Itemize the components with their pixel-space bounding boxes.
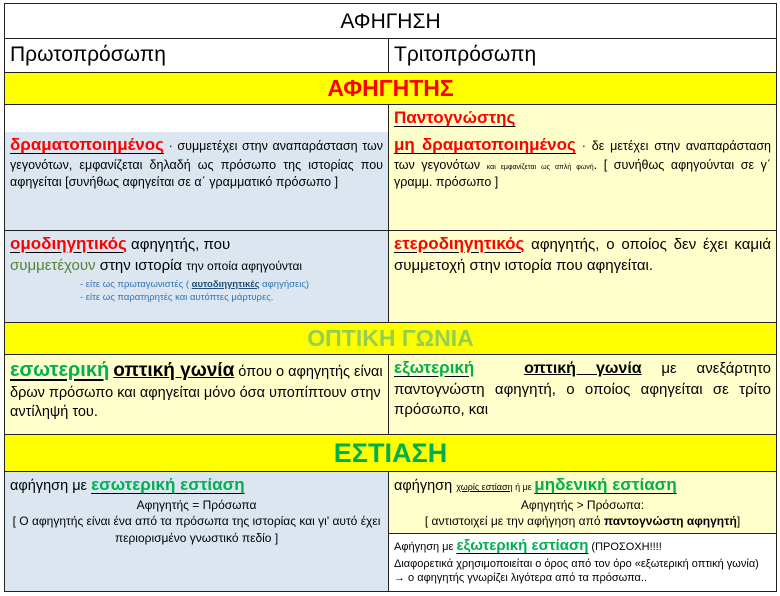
internal-focus-title: αφήγηση με εσωτερική εστίαση	[10, 475, 245, 495]
non-dramatized-cell: μη δραματοποιημένος · δε μετέχει στην αναπαράσταση των γεγονότων και εμφανίζεται ως απλή φωνή. [ συνήθως αφηγούνται σε γ΄ γραμμ. πρόσωπο ]	[389, 132, 777, 230]
empty-cell	[5, 105, 389, 132]
omniscient-heading-cell: Παντογνώστης	[389, 105, 777, 132]
header-first-person: Πρωτοπρόσωπη	[5, 39, 389, 73]
bullet-protagonists: - είτε ως πρωταγωνιστές ( αυτοδιηγητικές αφηγήσεις)	[80, 279, 310, 291]
external-focus-title: Αφήγηση με εξωτερική εστίαση (ΠΡΟΣΟΧΗ!!!!	[394, 537, 662, 555]
section-narrator: ΑΦΗΓΗΤΗΣ	[5, 73, 777, 105]
header-third-person: Τριτοπρόσωπη	[389, 39, 777, 73]
narration-table	[4, 3, 777, 592]
internal-view-cell: εσωτερική οπτική γωνία όπου ο αφηγητής είναι δρων πρόσωπο και αφηγείται μόνο όσα υποπίπτουν στην αντίληψή του.	[5, 354, 389, 434]
internal-focus-note: [ Ο αφηγητής είναι ένα από τα πρόσωπα της ιστορίας και γι' αυτό έχει περιορισμένο γνωστικό πεδίο ]	[12, 514, 381, 545]
external-focus-cell	[389, 534, 777, 592]
zero-focus-cell	[389, 472, 777, 534]
zero-focus-note: [ αντιστοιχεί με την αφήγηση από παντογνώστη αφηγητή]	[424, 514, 741, 529]
dramatized-cell: δραματοποιημένος · συμμετέχει στην αναπαράσταση των γεγονότων, εμφανίζεται δηλαδή ως πρόσωπο της ιστορίας που αφηγείται [συνήθως αφηγείται σε α΄ γραμματικό πρόσωπο ]	[5, 132, 389, 230]
internal-focus-cell	[5, 472, 389, 592]
homodiegetic-cell: ομοδιηγητικός αφηγητής, που συμμετέχουν στην ιστορία την οποία αφηγούνται - είτε ως πρωταγωνιστές ( αυτοδιηγητικές αφηγήσεις) - είτε ως παρατηρητές και αυτόπτες μάρτυρες.	[5, 230, 389, 322]
narrator-equals-characters: Αφηγητής = Πρόσωπα	[136, 498, 257, 513]
heterodiegetic-cell: ετεροδιηγητικός αφηγητής, ο οποίος δεν έχει καμιά συμμετοχή στην ιστορία που αφηγείται.	[389, 230, 777, 322]
narrator-greater-characters: Αφηγητής > Πρόσωπα:	[520, 498, 645, 513]
zero-focus-title: αφήγηση χωρίς εστίαση ή με μηδενική εστίαση	[394, 475, 677, 495]
table-title: ΑΦΗΓΗΣΗ	[5, 4, 777, 39]
section-focalization: ΕΣΤΙΑΣΗ	[5, 434, 777, 471]
external-focus-note: Διαφορετικά χρησιμοποιείται ο όρος από τον όρο «εξωτερική οπτική γωνία) → ο αφηγητής γνωρίζει λιγότερα από τα πρόσωπα..	[394, 557, 759, 585]
external-view-cell: εξωτερική οπτική γωνία με ανεξάρτητο παντογνώστη αφηγητή, ο οποίος αφηγείται σε τρίτο πρόσωπο, και	[389, 354, 777, 434]
bullet-observers: - είτε ως παρατηρητές και αυτόπτες μάρτυρες.	[80, 291, 274, 303]
section-point-of-view: ΟΠΤΙΚΗ ΓΩΝΙΑ	[5, 322, 777, 354]
